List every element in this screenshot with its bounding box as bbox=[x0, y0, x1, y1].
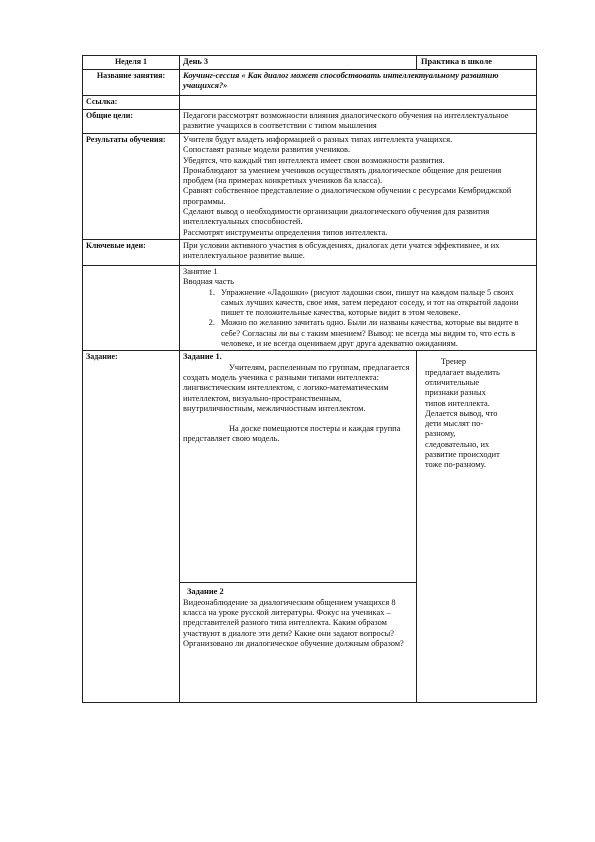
outcome-item: Убедятся, что каждый тип интеллекта имеет свои возможности развития. bbox=[183, 155, 445, 165]
key-ideas-label: Ключевые идеи: bbox=[83, 239, 180, 265]
outcome-item: Сравнят собственное представление о диалогическом обучении с ресурсами Кембриджской программы. bbox=[183, 186, 512, 206]
outcome-item: Сделают вывод о необходимости организации диалогического обучения для развития интеллектуальных способностей. bbox=[183, 207, 490, 227]
outcomes-label: Результаты обучения: bbox=[83, 134, 180, 240]
topic-row bbox=[83, 70, 537, 96]
key-ideas-value: При условии активного участия в обсуждениях, диалогах дети учатся эффективнее, и их интеллектуальное развитие выше. bbox=[180, 239, 537, 265]
outcome-item: Учителя будут владеть информацией о разных типах интеллекта учащихся. bbox=[183, 135, 453, 144]
lesson-content bbox=[180, 265, 537, 350]
practice-cell: Практика в школе bbox=[417, 56, 537, 70]
lesson-row bbox=[83, 265, 537, 350]
task1-paragraph: Учителям, распеленным по группам, предлагается создать модель ученика с разными типами интеллекта: лингвистическим интеллектом, с логико-математическим интеллектом, визуально-пространственным, внутриличностным, межличностным интеллектом. bbox=[183, 362, 410, 413]
warmup-item: 1. Упражнение «Ладошки» (рисуют ладошки свои, пишут на каждом пальце 5 своих самых лучших качеств, свое имя, затем передают соседу, и тот на открытой ладони пишет те положительные качества, которые видит в этом человеке. bbox=[217, 288, 533, 319]
lesson-title: Занятие 1 bbox=[183, 266, 218, 276]
outcomes-row bbox=[83, 134, 537, 240]
warmup-item: 2. Можно по желанию зачитать одно. Были ли названы качества, которые вы видите в себе? Согласны ли вы с таким мнением? Вывод: не всегда мы видим то, что есть в человеке, и не всегда оцениваем друг друга адекватно ожиданиям. bbox=[217, 318, 533, 349]
trainer-note: Тренер предлагает выделить отличительные признаки разных типов интеллекта. Делается вывод, что дети мыслят по-разному, следовательно, их развитие происходит тоже по-разному. bbox=[425, 357, 500, 470]
header-row bbox=[83, 56, 537, 70]
task2-paragraph: Видеонаблюдение за диалогическим общением учащихся 8 класса на уроке русской литературы. Фокус на учениках – представителей разного типа интеллекта. Каким образом участвуют в диалоге эти дети? Какие они задают вопросы? Организовано ли диалогическое обучение должным образом? bbox=[183, 597, 404, 648]
lesson-label-empty bbox=[83, 265, 180, 350]
aims-value: Педагоги рассмотрят возможности влияния диалогического обучения на интеллектуальное развитие учащихся в соответствии с типом мышления bbox=[180, 110, 537, 134]
aims-label: Общие цели: bbox=[83, 110, 180, 134]
tasks-label: Задание: bbox=[83, 351, 180, 583]
topic-value: Коучинг-сессия « Как диалог может способствовать интеллектуальному развитию учащихся?» bbox=[180, 70, 537, 96]
spacer bbox=[183, 414, 410, 424]
outcomes-list bbox=[180, 134, 537, 240]
aims-row bbox=[83, 110, 537, 134]
outcome-item: Рассмотрят инструменты определения типов интеллекта. bbox=[183, 227, 388, 237]
warmup-list bbox=[183, 288, 533, 350]
task1-row bbox=[83, 351, 537, 583]
outcome-item: Пронаблюдают за умением учеников осуществлять диалогическое общение для решения пробдем (на примерах конкретных учеников 8а класса). bbox=[183, 165, 502, 186]
task1-title: Задание 1. bbox=[183, 352, 222, 362]
tasks-label-continued bbox=[83, 583, 180, 703]
task2-content bbox=[180, 583, 417, 703]
links-value bbox=[180, 96, 537, 110]
outcome-item: Сопоставят разные модели развития учеников. bbox=[183, 145, 351, 155]
lesson-intro: Вводная часть bbox=[183, 277, 234, 287]
lesson-plan-table bbox=[82, 55, 537, 703]
topic-label: Название занятия: bbox=[83, 70, 180, 96]
day-cell: День 3 bbox=[180, 56, 417, 70]
links-row bbox=[83, 96, 537, 110]
key-ideas-row bbox=[83, 239, 537, 265]
task2-title: Задание 2 bbox=[187, 587, 224, 597]
links-label: Ссылка: bbox=[83, 96, 180, 110]
module-cell: Неделя 1 bbox=[83, 56, 180, 70]
trainer-note-cell bbox=[417, 351, 537, 703]
task1-paragraph: На доске помещаются постеры и каждая группа представляет свою модель. bbox=[183, 424, 401, 444]
task1-content bbox=[180, 351, 417, 583]
